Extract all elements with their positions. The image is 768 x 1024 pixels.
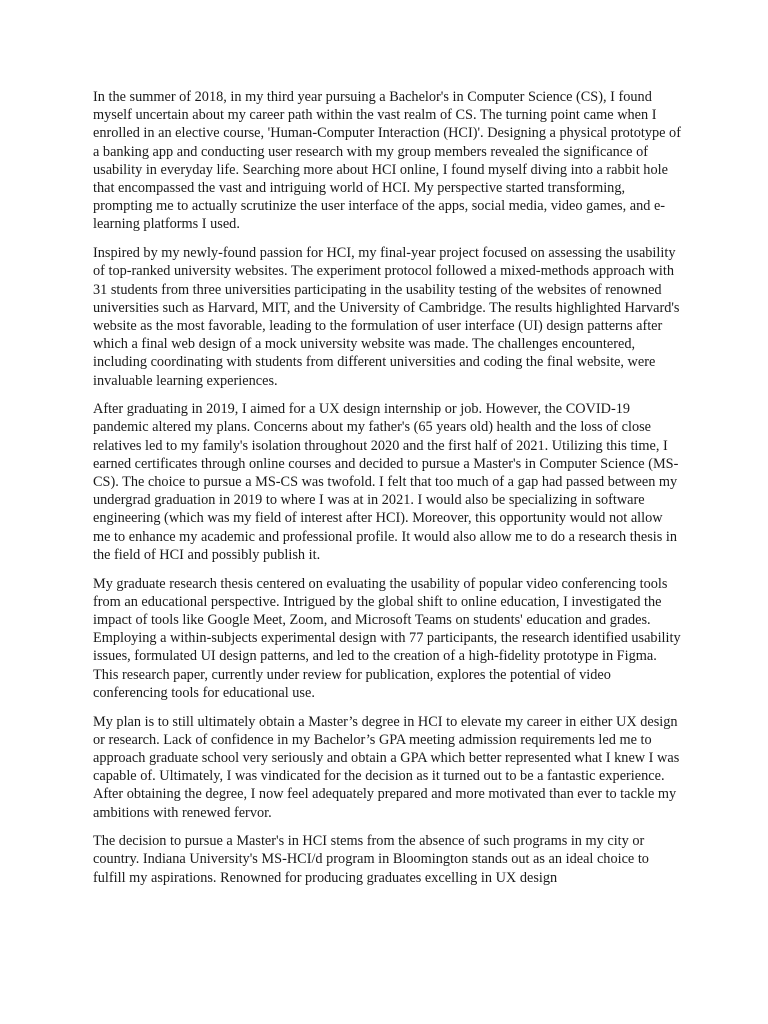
- paragraph-career-plan: My plan is to still ultimately obtain a Master’s degree in HCI to elevate my career in either UX design or research. Lack of confidence in my Bachelor’s GPA meeting admission requirements led me to approach graduate school very seriously and obtain a GPA which better represented what I knew I was capable of. Ultimately, I was vindicated for the decision as it turned out to be a fantastic experience. After obtaining the degree, I now feel adequately prepared and more motivated than ever to tackle my ambitions with renewed fervor.: [93, 713, 680, 821]
- paragraph-program-choice: The decision to pursue a Master's in HCI stems from the absence of such programs in my city or country. Indiana University's MS-HCI/d program in Bloomington stands out as an ideal choice to fulfill my aspirations. Renowned for producing graduates excelling in UX design: [93, 833, 649, 886]
- paragraph-graduate-thesis: My graduate research thesis centered on evaluating the usability of popular video conferencing tools from an educational perspective. Intrigued by the global shift to online education, I investigated the impact of tools like Google Meet, Zoom, and Microsoft Teams on students' education and grades. Employing a within-subjects experimental design with 77 participants, the research identified usability issues, formulated UI design patterns, and led to the creation of a high-fidelity prototype in Figma. This research paper, currently under review for publication, explores the potential of video conferencing tools for educational use.: [93, 575, 681, 701]
- paragraph-final-year-project: Inspired by my newly-found passion for HCI, my final-year project focused on assessing the usability of top-ranked university websites. The experiment protocol followed a mixed-methods approach with 31 students from three universities participating in the usability testing of the websites of renowned universities such as Harvard, MIT, and the University of Cambridge. The results highlighted Harvard's website as the most favorable, leading to the formulation of user interface (UI) design patterns after which a final web design of a mock university website was made. The challenges encountered, including coordinating with students from different universities and coding the final website, were invaluable learning experiences.: [93, 245, 680, 389]
- document-body: [93, 88, 683, 897]
- paragraph-covid-ms-cs: After graduating in 2019, I aimed for a UX design internship or job. However, the COVID-19 pandemic altered my plans. Concerns about my father's (65 years old) health and the loss of close relatives led to my family's isolation throughout 2020 and the first half of 2021. Utilizing this time, I earned certificates through online courses and decided to pursue a Master's in Computer Science (MS-CS). The choice to pursue a MS-CS was twofold. I felt that too much of a gap had passed between my undergrad graduation in 2019 to where I was at in 2021. I would also be specializing in software engineering (which was my field of interest after HCI). Moreover, this opportunity would not allow me to enhance my academic and professional profile. It would also allow me to do a research thesis in the field of HCI and possibly publish it.: [93, 401, 679, 563]
- paragraph-hci-discovery: In the summer of 2018, in my third year pursuing a Bachelor's in Computer Science (CS), I found myself uncertain about my career path within the vast realm of CS. The turning point came when I enrolled in an elective course, 'Human-Computer Interaction (HCI)'. Designing a physical prototype of a banking app and conducting user research with my group members revealed the significance of usability in everyday life. Searching more about HCI online, I found myself diving into a rabbit hole that encompassed the vast and intriguing world of HCI. My perspective started transforming, prompting me to actually scrutinize the user interface of the apps, social media, video games, and e-learning platforms I used.: [93, 89, 681, 233]
